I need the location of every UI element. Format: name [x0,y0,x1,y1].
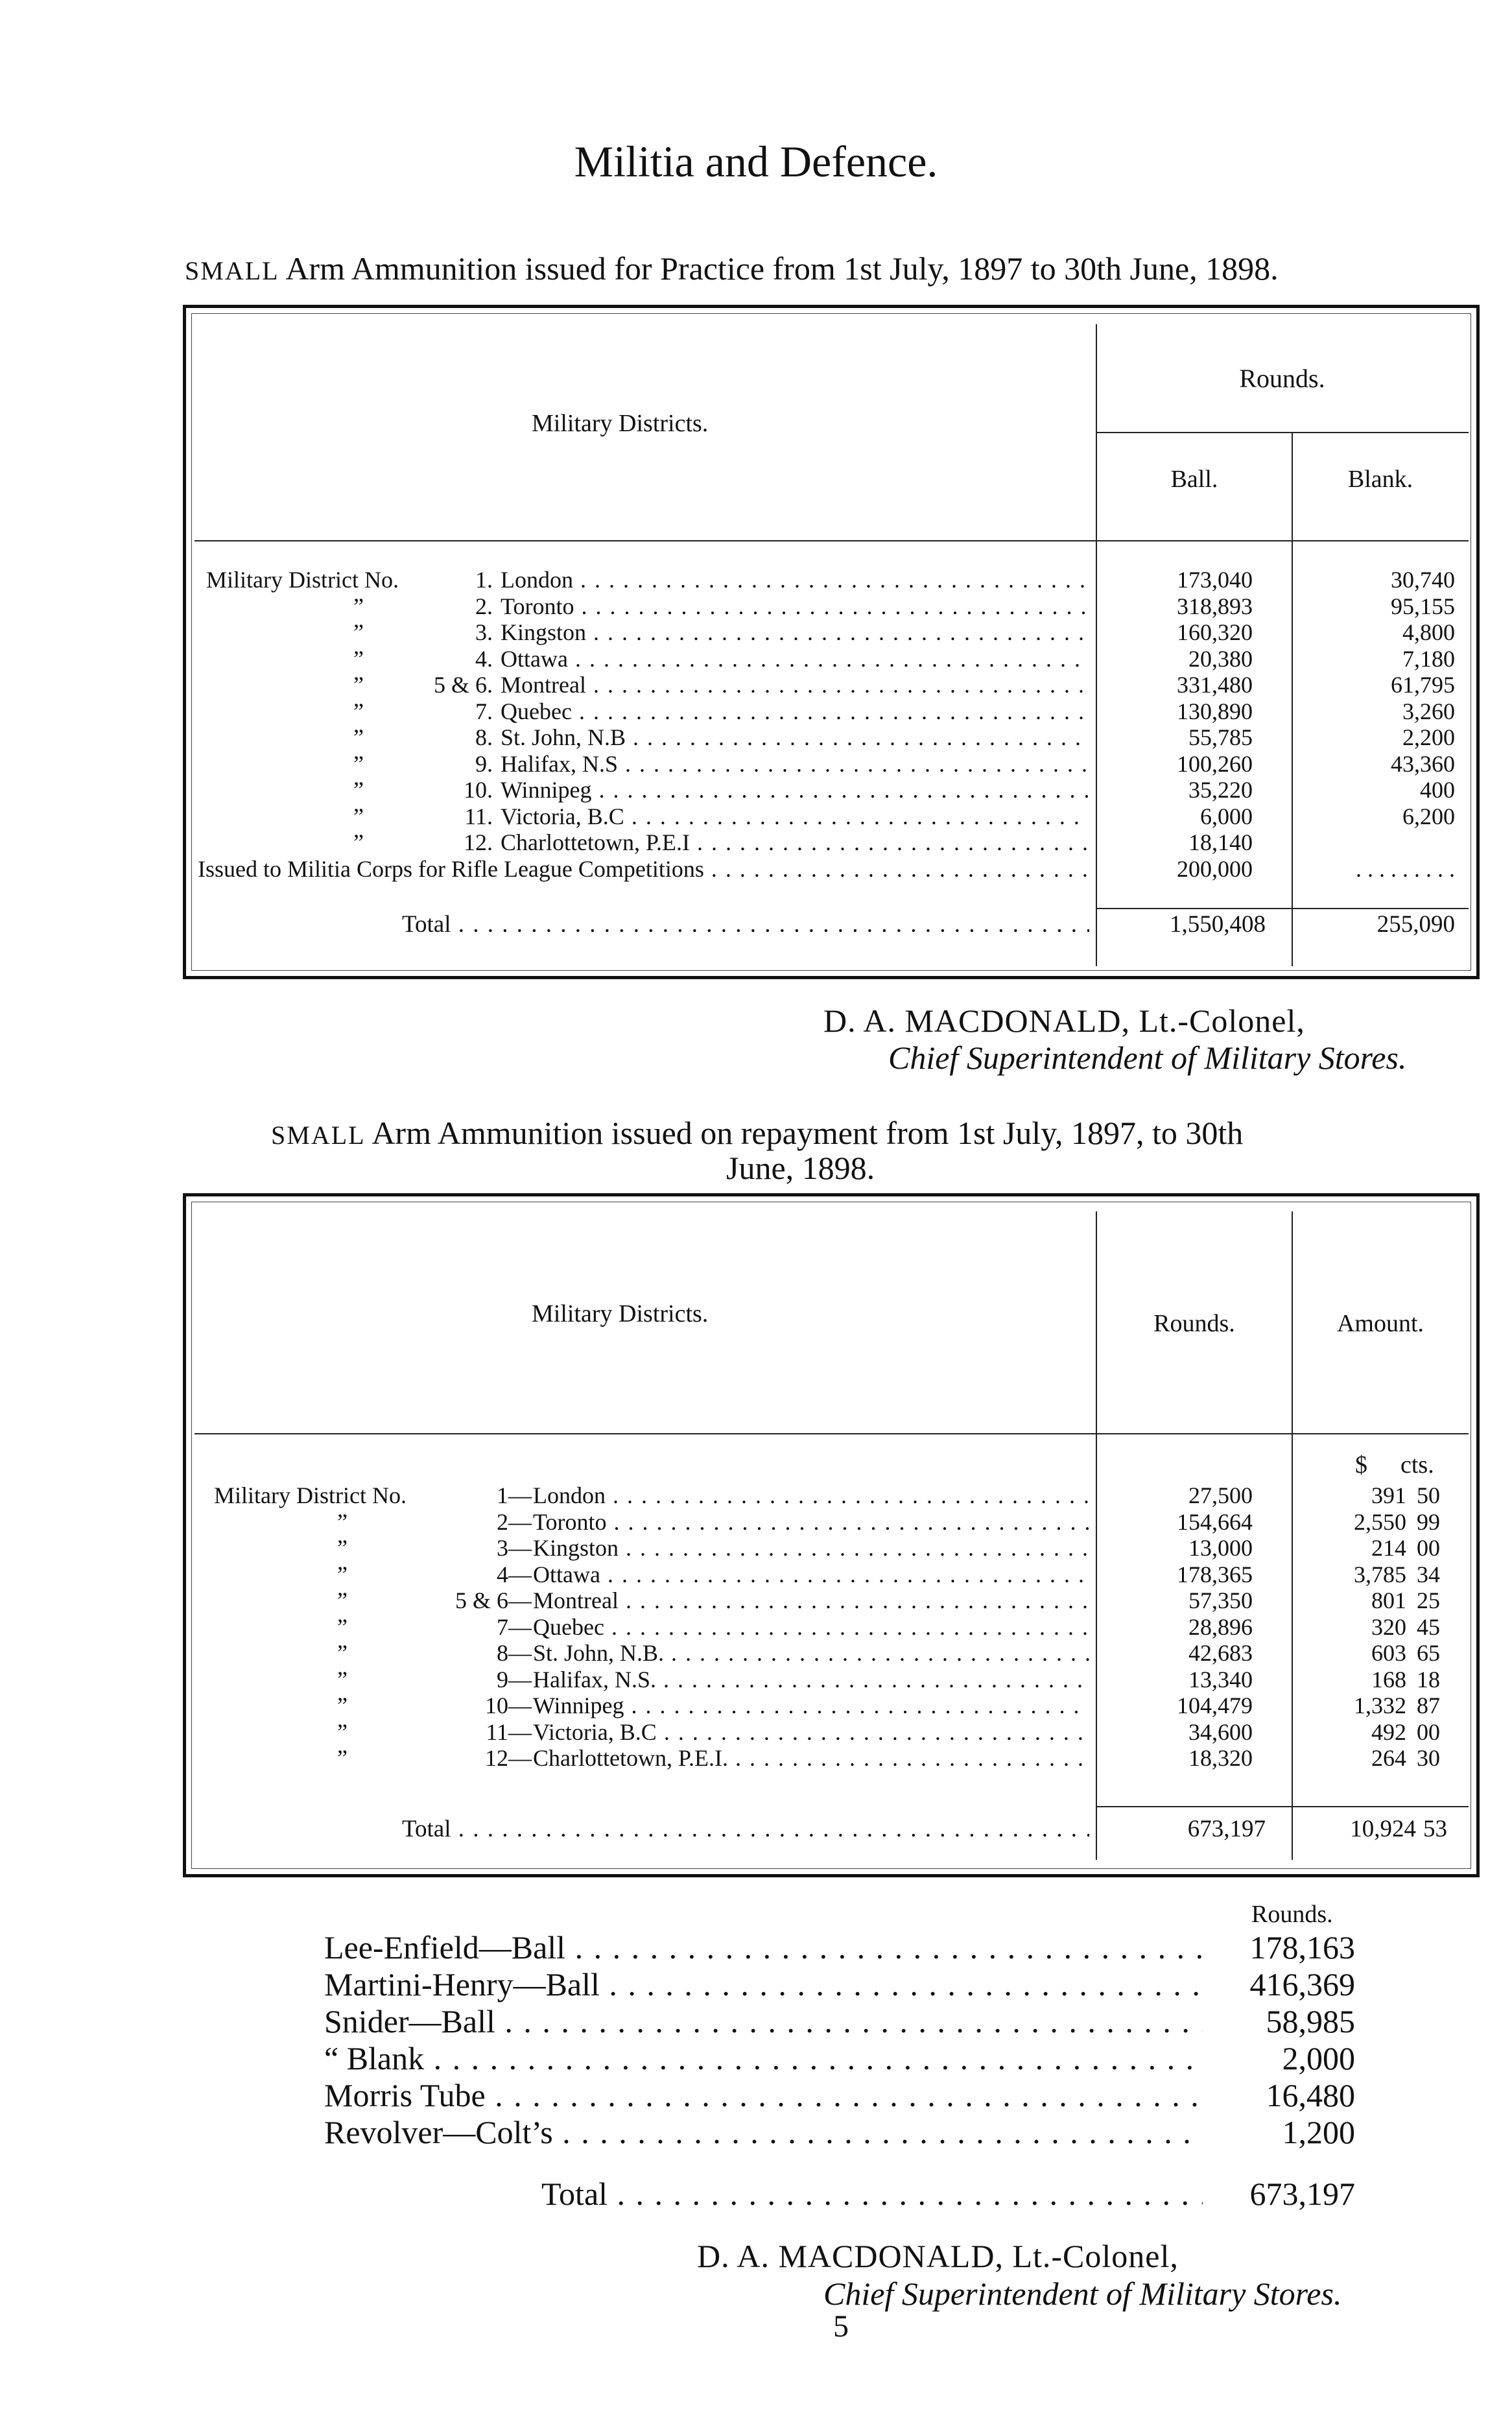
table2-row-prefix: ” [337,1614,348,1640]
table2-row-rounds: 28,896 [1188,1614,1253,1640]
table1-row-label: Issued to Militia Corps for Rifle League Competitions . . . [198,855,1089,883]
table2-row-prefix: ” [337,1667,348,1693]
summary-row-label: Lee-Enfield—Ball . . . [324,1929,1203,1966]
table2-row-prefix: ” [337,1587,348,1613]
table2-row-cents: 50 [1417,1482,1440,1508]
page-number: 5 [833,2309,849,2344]
table1-row-prefix: ” [353,777,364,803]
table2-heading-line1 [271,1114,1243,1152]
table1-row-prefix: ” [353,698,364,724]
summary-row-value: 1,200 [1282,2114,1355,2150]
table1-row-blank: 43,360 [1391,751,1455,777]
table2-row-number: 4— [497,1562,532,1587]
table1-heading [185,250,1279,287]
table2-row-prefix: Military District No. [214,1482,407,1508]
table2-heading-text: Arm Ammunition issued on repayment from 1st July, 1897, to 30th [372,1115,1244,1151]
table1-row-number: 1. [475,567,493,593]
table1-row-district: Victoria, B.C . . . [501,803,1089,830]
table1-row-ball: 200,000 [1177,856,1253,882]
table1-row-number: 2. [475,593,493,619]
table1-row-district: Montreal . . . [501,671,1089,698]
table2-row-district: Quebec . . . [533,1613,1089,1641]
table1-row-prefix: ” [353,803,364,829]
table2-row-number: 1— [497,1482,532,1508]
summary-row-label: Snider—Ball . . . [324,2003,1203,2039]
table1-row-prefix: ” [353,829,364,855]
table1-row-blank: 30,740 [1391,567,1455,593]
table2-row-number: 12— [485,1745,532,1771]
table2-row-rounds: 13,340 [1188,1667,1253,1693]
table1-heading-smallcaps: SMALL [185,256,279,285]
table1-row-ball: 6,000 [1200,803,1253,829]
table1-row-district: Winnipeg . . . [501,776,1089,803]
table1-row-ball: 173,040 [1177,567,1253,593]
table2-row-district: Charlottetown, P.E.I. . . . [533,1744,1089,1772]
table1-row-ball: 18,140 [1188,829,1253,855]
summary-row-value: 2,000 [1282,2040,1355,2076]
table2-row-prefix: ” [337,1562,348,1587]
table2-col-amount: Amount. [1336,1310,1424,1337]
table2-total-cents: 53 [1423,1816,1447,1842]
table1-total-ball: 1,550,408 [1170,911,1266,938]
table2-total-label: Total . . . [402,1816,1089,1843]
table2-row-dollars: 3,785 [1354,1562,1406,1587]
summary-row-value: 178,163 [1249,1929,1355,1966]
table1-row-number: 4. [475,646,493,672]
table2-row-cents: 87 [1417,1693,1440,1718]
table1-row-number: 5 & 6. [433,672,493,698]
summary-row-label: “ Blank . . . [324,2040,1203,2076]
table1-row-prefix: ” [353,619,364,645]
table2-row-rounds: 27,500 [1188,1482,1253,1508]
table1-row-ball: 331,480 [1177,672,1253,698]
table1-row-prefix: Military District No. [206,567,399,593]
table1-row-district: Charlottetown, P.E.I . . . [501,829,1089,856]
table2-row-number: 3— [497,1535,532,1561]
summary-signature-name: D. A. MACDONALD, Lt.-Colonel, [697,2238,1179,2274]
table2-row-district: Victoria, B.C . . . [533,1718,1089,1746]
table2-row-number: 10— [485,1693,532,1718]
table1-row-ball: 160,320 [1177,619,1253,645]
table1-heading-text: Arm Ammunition issued for Practice from 1st July, 1897 to 30th June, 1898. [285,250,1279,287]
summary-row-label: Morris Tube . . . [324,2077,1203,2113]
table1-row-district: Halifax, N.S . . . [501,750,1089,778]
table1-row-prefix: ” [353,646,364,672]
table2-row-rounds: 104,479 [1177,1693,1253,1718]
table2-row-cents: 00 [1417,1719,1440,1745]
summary-signature-title: Chief Superintendent of Military Stores. [823,2275,1342,2312]
table2-row-rounds: 13,000 [1188,1535,1253,1561]
table2-row-prefix: ” [337,1640,348,1666]
table2-heading-line2: June, 1898. [726,1150,875,1186]
table2-row-dollars: 264 [1371,1745,1406,1771]
table2-row-number: 5 & 6— [455,1587,532,1613]
page-title: Militia and Defence. [574,137,938,186]
table2-row-dollars: 320 [1371,1614,1406,1640]
table2-row-dollars: 214 [1371,1535,1406,1561]
table1-col-districts: Military Districts. [532,410,709,437]
summary-row-value: 416,369 [1249,1966,1355,2002]
table1-signature-name: D. A. MACDONALD, Lt.-Colonel, [823,1003,1305,1039]
table1-row-blank: 3,260 [1402,698,1455,724]
table2-col-districts: Military Districts. [532,1300,709,1327]
table2-row-prefix: ” [337,1509,348,1535]
table1-row-district: London . . . [501,566,1089,593]
table2-row-dollars: 2,550 [1354,1509,1406,1535]
table2-row-district: St. John, N.B. . . . [533,1639,1089,1667]
table1-row-blank: 4,800 [1402,619,1455,645]
table2-row-cents: 30 [1417,1745,1440,1771]
table2-row-prefix: ” [337,1535,348,1561]
table2-row-number: 2— [497,1509,532,1535]
table2-currency-cents: cts. [1400,1451,1434,1479]
summary-row-value: 16,480 [1266,2077,1355,2113]
table1-row-number: 9. [475,751,493,777]
table2-row-rounds: 57,350 [1188,1587,1253,1613]
table2-row-cents: 45 [1417,1614,1440,1640]
table2-row-district: London . . . [533,1482,1089,1509]
table1-row-district: Toronto . . . [501,593,1089,620]
table1-row-number: 3. [475,619,493,645]
table1-row-blank: 95,155 [1391,593,1455,619]
table1-row-district: Kingston . . . [501,619,1089,646]
table2-row-district: Halifax, N.S. . . . [533,1666,1089,1693]
table1-row-number: 12. [464,829,493,855]
table1-row-district: St. John, N.B . . . [501,724,1089,751]
table1-row-number: 10. [464,777,493,803]
table1-row-blank: . . . . . . . . . [1356,856,1455,882]
table2-row-cents: 99 [1417,1509,1440,1535]
table2-row-prefix: ” [337,1719,348,1745]
summary-row-value: 58,985 [1266,2003,1355,2039]
table2-total-rounds: 673,197 [1187,1816,1266,1842]
table2-row-dollars: 1,332 [1354,1693,1406,1718]
table1-col-rounds: Rounds. [1239,364,1325,393]
table2-row-number: 11— [486,1719,532,1745]
table2-row-dollars: 168 [1371,1667,1406,1693]
table2-row-district: Ottawa . . . [533,1561,1089,1588]
table2-row-prefix: ” [337,1745,348,1771]
table2-row-prefix: ” [337,1693,348,1718]
table2-total-dollars: 10,924 [1350,1816,1416,1842]
summary-row-label: Revolver—Colt’s . . . [324,2114,1203,2150]
table1-row-ball: 55,785 [1188,724,1253,750]
table2-row-dollars: 391 [1371,1482,1406,1508]
table1-signature-title: Chief Superintendent of Military Stores. [888,1040,1407,1076]
table2-row-district: Montreal . . . [533,1587,1089,1614]
table2-heading-smallcaps: SMALL [271,1121,366,1150]
table2-col-rounds: Rounds. [1153,1310,1235,1337]
summary-total-value: 673,197 [1249,2176,1355,2212]
table2-row-dollars: 603 [1371,1640,1406,1666]
table2-row-cents: 18 [1417,1667,1440,1693]
table1-total-label: Total . . . [402,911,1089,938]
table2-row-cents: 00 [1417,1535,1440,1561]
table2-row-rounds: 42,683 [1188,1640,1253,1666]
table2-row-cents: 65 [1417,1640,1440,1666]
table1-row-ball: 100,260 [1177,751,1253,777]
table1-row-district: Ottawa . . . [501,645,1089,672]
table1-row-blank: 400 [1420,777,1455,803]
table1-row-number: 8. [475,724,493,750]
table2-row-number: 9— [497,1667,532,1693]
table2-currency-dollar: $ [1355,1451,1367,1479]
summary-total-label: Total . . . [541,2176,1203,2212]
table2-row-district: Toronto . . . [533,1508,1089,1536]
table2-row-district: Kingston . . . [533,1534,1089,1562]
table1-row-prefix: ” [353,751,364,777]
table2-row-rounds: 154,664 [1177,1509,1253,1535]
table2-row-dollars: 492 [1371,1719,1406,1745]
table2-row-number: 8— [497,1640,532,1666]
table1-col-blank: Blank. [1347,466,1413,493]
table2-row-district: Winnipeg . . . [533,1692,1089,1719]
table1-row-blank: 6,200 [1402,803,1455,829]
table2-row-rounds: 178,365 [1177,1562,1253,1587]
table1-row-number: 7. [475,698,493,724]
table2-row-cents: 34 [1417,1562,1440,1587]
table2-row-dollars: 801 [1371,1587,1406,1613]
table1-row-ball: 318,893 [1177,593,1253,619]
table1-row-prefix: ” [353,724,364,750]
table1-row-prefix: ” [353,672,364,698]
table1-row-blank: 61,795 [1391,672,1455,698]
table1-col-ball: Ball. [1170,466,1218,493]
table1-row-ball: 35,220 [1188,777,1253,803]
table1-row-ball: 130,890 [1177,698,1253,724]
table2-row-rounds: 18,320 [1188,1745,1253,1771]
table1-row-blank: 7,180 [1402,646,1455,672]
table1-row-blank: 2,200 [1402,724,1455,750]
summary-row-label: Martini-Henry—Ball . . . [324,1966,1203,2002]
table2-row-number: 7— [497,1614,532,1640]
summary-col-rounds: Rounds. [1251,1901,1333,1928]
table2-row-cents: 25 [1417,1587,1440,1613]
table2-row-rounds: 34,600 [1188,1719,1253,1745]
table1-row-district: Quebec . . . [501,698,1089,725]
table1-row-ball: 20,380 [1188,646,1253,672]
table1-row-number: 11. [464,803,493,829]
table1-row-prefix: ” [353,593,364,619]
table1-total-blank: 255,090 [1376,911,1455,938]
